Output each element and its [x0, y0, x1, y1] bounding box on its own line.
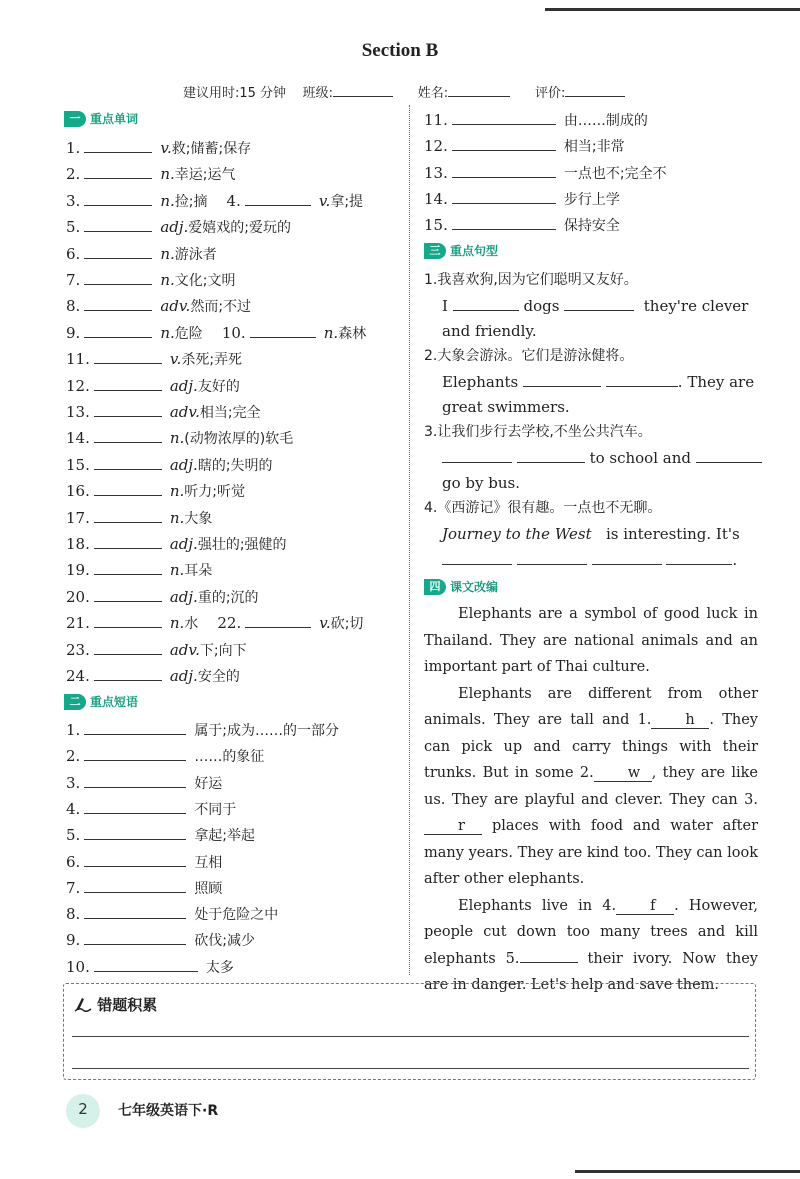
eval-field[interactable]: [565, 84, 625, 97]
word-item: [66, 164, 235, 185]
part-of-speech: adj.: [160, 218, 189, 237]
answer-blank-4[interactable]: f: [616, 899, 674, 915]
pen-icon: [74, 996, 92, 1012]
chinese-meaning: 太多: [205, 959, 234, 976]
chinese-meaning: 友好的: [197, 378, 240, 395]
text: . They are: [677, 373, 755, 391]
meta-line: [183, 82, 625, 101]
phrase-item: [66, 720, 339, 741]
chinese-meaning: 一点也不;完全不: [563, 165, 667, 182]
answer-blank[interactable]: [84, 825, 186, 840]
part-of-speech: n.: [160, 165, 175, 184]
answer-blank[interactable]: [94, 455, 162, 470]
section-number: 一: [64, 111, 86, 127]
label-text: 错题积累: [97, 996, 158, 1014]
answer-blank[interactable]: [94, 560, 162, 575]
item-number: 13.: [66, 403, 90, 421]
sentence-1-cont: and friendly.: [442, 322, 537, 340]
text: .: [732, 551, 738, 569]
chinese-meaning: 不同于: [194, 801, 237, 818]
sentence-2-line: [442, 372, 754, 392]
phrase-item: [424, 163, 667, 184]
chinese-meaning: 大象: [184, 510, 213, 527]
item-number: 1.: [66, 139, 81, 157]
chinese-meaning: 听力;听觉: [184, 484, 246, 501]
phrase-item: [424, 136, 625, 157]
answer-blank-2[interactable]: w: [594, 766, 652, 782]
part-of-speech: n.: [160, 323, 175, 342]
item-number: 2.: [66, 165, 81, 184]
chinese-meaning: 下;向下: [199, 642, 247, 659]
answer-blank[interactable]: [94, 957, 198, 972]
chinese-meaning: 由……制成的: [563, 113, 648, 129]
page-number: 2: [78, 1100, 88, 1118]
answer-blank[interactable]: [452, 163, 556, 178]
phrase-item: [66, 746, 264, 767]
word-item: [66, 270, 235, 291]
chinese-meaning: 拿起;举起: [194, 828, 256, 845]
phrase-item: [66, 773, 222, 794]
chinese-meaning: 爱嬉戏的;爱玩的: [188, 220, 291, 237]
word-item: [66, 534, 287, 555]
phrase-item: [424, 215, 620, 236]
passage-paragraph-2: [424, 681, 758, 893]
word-item: [66, 244, 217, 265]
answer-blank[interactable]: [564, 296, 634, 311]
item-number: 22.: [217, 614, 242, 633]
part-of-speech: n.: [169, 614, 185, 633]
answer-blank-1[interactable]: h: [651, 713, 709, 729]
chinese-meaning: 救;储蓄;保存: [171, 141, 252, 157]
item-number: 4.: [226, 191, 241, 210]
item-number: 3.: [66, 773, 81, 792]
answer-blank[interactable]: [94, 666, 162, 681]
sentence-4-prompt: 4.《西游记》很有趣。一点也不无聊。: [424, 500, 662, 516]
answer-blank-5[interactable]: [520, 947, 578, 963]
phrase-item: [66, 904, 278, 925]
class-field[interactable]: [333, 84, 393, 97]
answer-blank[interactable]: [84, 904, 186, 919]
answer-blank[interactable]: [592, 550, 662, 565]
answer-blank-3[interactable]: r: [424, 819, 482, 835]
class-label: 班级:: [302, 86, 333, 101]
chinese-meaning: 属于;成为……的一部分: [194, 723, 340, 739]
answer-blank[interactable]: [94, 613, 162, 628]
mistake-box: [63, 983, 756, 1080]
chinese-meaning: 互相: [194, 854, 223, 871]
answer-line[interactable]: [72, 1068, 749, 1069]
word-item: [66, 481, 245, 502]
chinese-meaning: ……的象征: [194, 749, 265, 766]
part-of-speech: adv.: [160, 297, 191, 316]
answer-blank[interactable]: [442, 448, 512, 463]
word-item: [66, 508, 212, 529]
book-title: Journey to the West: [442, 525, 592, 543]
phrase-item: [424, 189, 620, 210]
text: Elephants: [442, 373, 519, 391]
phrase-item: [66, 957, 234, 978]
answer-blank[interactable]: [606, 372, 678, 387]
part-of-speech: n.: [169, 561, 185, 580]
word-item: [66, 296, 251, 317]
section-number: 二: [64, 694, 86, 710]
chinese-meaning: 拿;提: [330, 193, 364, 210]
text: is interesting. It's: [605, 525, 740, 543]
text: , they are like us. They are playful and clever. They can 3.: [424, 765, 758, 808]
item-number: 3.: [66, 191, 81, 210]
answer-blank[interactable]: [523, 372, 601, 387]
section-title: 重点单词: [90, 112, 139, 126]
chinese-meaning: 文化;文明: [174, 273, 236, 289]
chinese-meaning: 游泳者: [174, 246, 217, 263]
part-of-speech: v.: [319, 614, 331, 633]
item-number: 14.: [424, 189, 448, 208]
item-number: 12.: [424, 137, 448, 156]
item-number: 15.: [424, 216, 448, 235]
answer-blank[interactable]: [245, 613, 311, 628]
answer-blank[interactable]: [94, 587, 162, 602]
sentence-2-prompt: 2.大象会游泳。它们是游泳健将。: [424, 348, 634, 364]
section-number: 三: [424, 243, 446, 259]
item-number: 7.: [66, 878, 81, 897]
item-number: 7.: [66, 271, 81, 289]
chinese-meaning: 照顾: [194, 880, 223, 897]
answer-blank[interactable]: [84, 244, 152, 259]
text: to school and: [589, 449, 691, 467]
part-of-speech: adj.: [169, 376, 198, 395]
chinese-meaning: 危险: [174, 325, 203, 342]
answer-blank[interactable]: [84, 799, 186, 814]
item-number: 10.: [221, 323, 246, 342]
part-of-speech: v.: [169, 350, 182, 369]
word-item: [66, 560, 212, 581]
part-of-speech: n.: [160, 244, 175, 263]
part-of-speech: adv.: [169, 403, 200, 421]
part-of-speech: adv.: [169, 640, 200, 659]
part-of-speech: adj.: [169, 587, 198, 606]
chinese-meaning: 然而;不过: [190, 299, 252, 316]
part-of-speech: n.: [160, 271, 175, 289]
item-number: 13.: [424, 163, 448, 182]
phrase-item: [66, 825, 255, 846]
text: they're clever: [643, 297, 749, 315]
text: their ivory. Now they are in danger. Let's help and save them.: [424, 950, 758, 993]
item-number: 6.: [66, 852, 81, 871]
answer-blank[interactable]: [94, 349, 162, 364]
answer-blank[interactable]: [442, 550, 512, 565]
phrase-item: [66, 799, 236, 820]
sentence-1-prompt: 1.我喜欢狗,因为它们聪明又友好。: [424, 272, 638, 288]
chinese-meaning: 安全的: [197, 669, 240, 685]
word-item: [66, 613, 363, 634]
sentence-4-line: [442, 524, 740, 544]
chinese-meaning: 步行上学: [563, 191, 620, 208]
name-label: 姓名:: [417, 86, 449, 101]
item-number: 11.: [424, 111, 448, 129]
word-item: [66, 191, 363, 212]
answer-blank[interactable]: [452, 110, 556, 125]
item-number: 6.: [66, 244, 81, 263]
chinese-meaning: 捡;摘: [174, 193, 208, 210]
chinese-meaning: 砍;切: [330, 616, 364, 633]
item-number: 4.: [66, 799, 81, 818]
answer-blank[interactable]: [452, 189, 556, 204]
name-field[interactable]: [448, 84, 510, 97]
passage-paragraph-1: Elephants are a symbol of good luck in Thailand. They are national animals and an important part of Thai culture.: [424, 606, 758, 675]
word-item: [66, 217, 291, 238]
answer-blank[interactable]: [84, 217, 152, 232]
answer-blank[interactable]: [250, 323, 316, 338]
chinese-meaning: 幸运;运气: [174, 167, 236, 184]
chinese-meaning: 瞎的;失明的: [197, 457, 273, 474]
mistake-box-label: [74, 994, 157, 1015]
word-item: [66, 376, 240, 397]
text: dogs: [523, 297, 560, 315]
answer-blank[interactable]: [84, 930, 186, 945]
item-number: 23.: [66, 640, 90, 659]
item-number: 21.: [66, 614, 90, 633]
answer-blank[interactable]: [517, 448, 585, 463]
phrase-item: [66, 878, 222, 899]
chinese-meaning: 耳朵: [184, 563, 213, 580]
sentence-1-line: [442, 296, 748, 316]
part-of-speech: n.: [169, 482, 185, 501]
section-title: 课文改编: [450, 580, 499, 594]
answer-blank[interactable]: [84, 323, 152, 338]
top-rule: [545, 8, 800, 11]
word-item: [66, 428, 293, 449]
sentence-3-line: [442, 448, 762, 468]
part-of-speech: v.: [318, 191, 331, 210]
section-number: 四: [424, 579, 446, 595]
answer-blank[interactable]: [94, 428, 162, 443]
passage: [424, 601, 758, 999]
phrase-item: [424, 110, 648, 131]
eval-label: 评价:: [534, 86, 566, 101]
answer-blank[interactable]: [696, 448, 762, 463]
chinese-meaning: 好运: [194, 775, 223, 792]
chinese-meaning: 保持安全: [563, 218, 620, 235]
part-of-speech: n.: [169, 429, 185, 448]
chinese-meaning: (动物浓厚的)软毛: [184, 431, 294, 448]
book-label: 七年级英语下·R: [118, 1103, 219, 1119]
item-number: 9.: [66, 323, 81, 342]
answer-blank[interactable]: [84, 878, 186, 893]
part-of-speech: adj.: [169, 455, 198, 474]
bottom-rule: [575, 1170, 800, 1173]
answer-line[interactable]: [72, 1036, 749, 1037]
text: I: [442, 297, 448, 315]
chinese-meaning: 相当;完全: [199, 405, 261, 421]
column-divider: [409, 105, 410, 975]
answer-blank[interactable]: [94, 534, 162, 549]
chinese-meaning: 处于危险之中: [194, 907, 279, 924]
section-header-phrases: [64, 693, 138, 710]
item-number: 8.: [66, 905, 81, 924]
answer-blank[interactable]: [94, 402, 162, 417]
chinese-meaning: 杀死;弄死: [181, 352, 243, 369]
answer-blank[interactable]: [84, 296, 152, 311]
text: . They can pick up and carry things with their trunks. But in some 2.: [424, 712, 758, 781]
text: Elephants live in 4.: [458, 897, 617, 914]
text: places with food and water after many years. They are kind too. They can look after other elephants.: [424, 818, 759, 887]
section-title: 重点短语: [90, 695, 139, 709]
item-number: 14.: [66, 429, 90, 448]
section-title: 重点句型: [450, 244, 499, 258]
answer-blank[interactable]: [84, 138, 152, 153]
word-item: [66, 323, 366, 344]
item-number: 24.: [66, 667, 90, 685]
answer-blank[interactable]: [94, 481, 162, 496]
word-item: [66, 587, 259, 608]
answer-blank[interactable]: [84, 852, 186, 867]
item-number: 5.: [66, 218, 81, 237]
answer-blank[interactable]: [453, 296, 519, 311]
item-number: 10.: [66, 957, 90, 976]
sentence-3-prompt: 3.让我们步行去学校,不坐公共汽车。: [424, 424, 652, 440]
word-item: [66, 349, 242, 370]
item-number: 20.: [66, 587, 90, 606]
item-number: 12.: [66, 376, 90, 395]
item-number: 18.: [66, 535, 90, 553]
part-of-speech: n.: [160, 191, 175, 210]
chinese-meaning: 森林: [338, 325, 367, 342]
sentence-2-cont: great swimmers.: [442, 398, 570, 416]
answer-blank[interactable]: [94, 508, 162, 523]
answer-blank[interactable]: [94, 640, 162, 655]
part-of-speech: v.: [160, 139, 172, 157]
word-item: [66, 666, 240, 687]
item-number: 5.: [66, 826, 81, 845]
word-item: [66, 138, 251, 159]
part-of-speech: adj.: [169, 535, 198, 553]
sentence-3-cont: go by bus.: [442, 474, 520, 492]
item-number: 19.: [66, 561, 90, 580]
item-number: 8.: [66, 297, 81, 316]
chinese-meaning: 相当;非常: [563, 139, 625, 156]
item-number: 17.: [66, 508, 90, 527]
item-number: 1.: [66, 721, 81, 739]
answer-blank[interactable]: [517, 550, 587, 565]
answer-blank[interactable]: [94, 376, 162, 391]
chinese-meaning: 砍伐;减少: [194, 933, 256, 950]
chinese-meaning: 水: [184, 616, 199, 633]
section-header-passage: [424, 578, 498, 595]
word-item: [66, 640, 247, 661]
word-item: [66, 402, 261, 423]
page-title: Section B: [361, 40, 439, 61]
section-header-words: [64, 110, 138, 127]
chinese-meaning: 强壮的;强健的: [197, 537, 287, 553]
answer-blank[interactable]: [666, 550, 732, 565]
part-of-speech: n.: [169, 508, 185, 527]
phrase-item: [66, 852, 222, 873]
phrase-item: [66, 930, 255, 951]
part-of-speech: adj.: [169, 667, 198, 685]
item-number: 9.: [66, 931, 81, 950]
item-number: 11.: [66, 350, 90, 369]
answer-blank[interactable]: [84, 720, 186, 735]
word-item: [66, 455, 273, 476]
item-number: 15.: [66, 455, 90, 474]
time-hint: 建议用时:15 分钟: [183, 86, 287, 101]
chinese-meaning: 重的;沉的: [197, 589, 259, 606]
sentence-4-cont: [442, 550, 737, 570]
answer-blank[interactable]: [84, 773, 186, 788]
answer-blank[interactable]: [84, 270, 152, 285]
answer-blank[interactable]: [452, 136, 556, 151]
text: . However, people cut down too many trees and kill elephants 5.: [424, 897, 758, 967]
answer-blank[interactable]: [84, 164, 152, 179]
section-header-sentences: [424, 242, 498, 259]
answer-blank[interactable]: [452, 215, 556, 230]
part-of-speech: n.: [323, 323, 339, 342]
item-number: 16.: [66, 482, 90, 501]
answer-blank[interactable]: [245, 191, 311, 206]
text: Elephants are different from other animals. They are tall and 1.: [424, 685, 758, 728]
answer-blank[interactable]: [84, 191, 152, 206]
item-number: 2.: [66, 747, 81, 766]
answer-blank[interactable]: [84, 746, 186, 761]
